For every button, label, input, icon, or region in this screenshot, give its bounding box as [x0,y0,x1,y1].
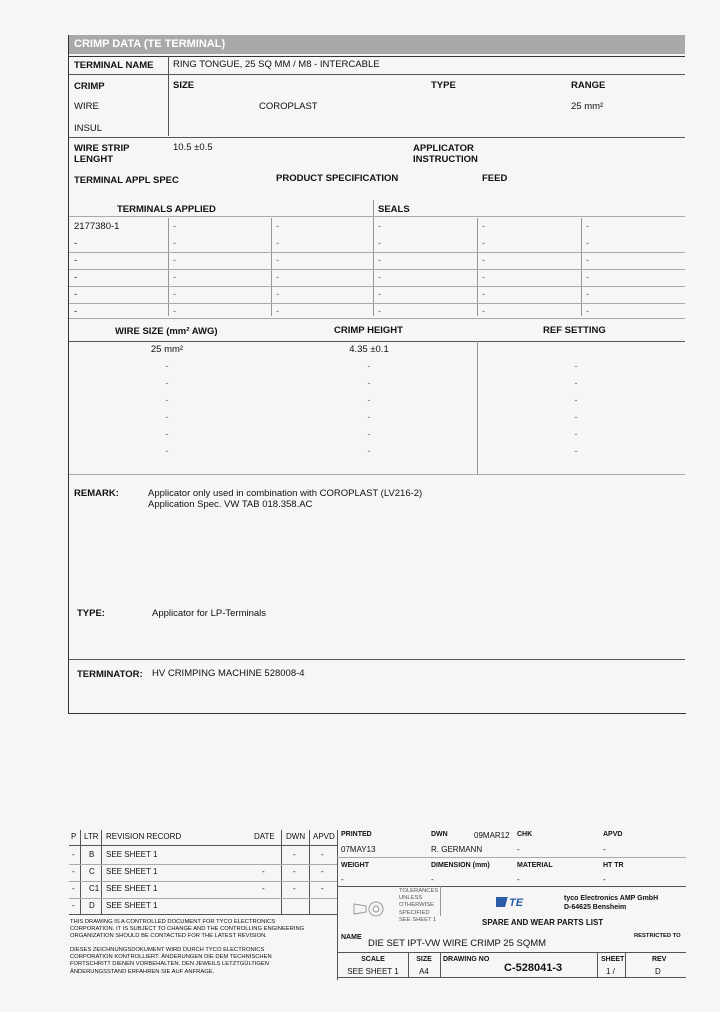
crimp-height-cell: - [367,429,371,440]
divider [101,830,102,914]
terminals-applied-cell: - [74,272,78,283]
company-name: tyco Electronics AMP GmbH [564,895,659,902]
logo-text: TE [509,897,524,908]
crimp-height-cell: - [574,395,578,406]
dwn-label: DWN [431,831,448,838]
product-spec-label: PRODUCT SPECIFICATION [276,173,399,184]
terminals-applied-cell: - [482,221,486,232]
notice-en-line: CORPORATION. IT IS SUBJECT TO CHANGE AND THE CONTROLLING ENGINEERING [70,926,305,933]
crimp-height-cell: - [165,361,169,372]
terminals-applied-cell: - [378,306,382,317]
remark-line-1: Applicator only used in combination with COROPLAST (LV216-2) [148,488,423,499]
crimp-height-cell: - [574,429,578,440]
terminals-applied-cell: - [276,238,280,249]
divider [69,137,685,138]
rev-col-p: P [71,832,77,841]
crimp-height-cell: - [367,446,371,457]
wire-strip-label: WIRE STRIP [74,143,130,154]
drawing-no-value: C-528041-3 [504,962,563,974]
rev-col-dwn: DWN [286,832,306,841]
crimp-height-cell: - [165,429,169,440]
divider [69,341,685,342]
ref-setting-header: REF SETTING [543,325,606,336]
crimp-height-cell: - [574,378,578,389]
rev-col-date: DATE [254,832,275,841]
rev-col-record: REVISION RECORD [106,832,182,841]
notice-en-line: THIS DRAWING IS A CONTROLLED DOCUMENT FOR TYCO ELECTRONICS [70,919,276,925]
wire-type-value: COROPLAST [259,101,318,112]
terminals-applied-cell: - [482,238,486,249]
terminals-applied-cell: - [586,289,590,300]
terminals-applied-cell: - [276,221,280,232]
feed-label: FEED [482,173,508,184]
crimp-type-header: TYPE [431,80,456,91]
wire-range-value: 25 mm² [571,101,604,112]
terminals-applied-cell: - [276,255,280,266]
revision-cell: - [262,867,265,876]
divider [477,218,478,316]
divider [373,200,374,316]
revision-cell: - [262,884,265,893]
revision-cell: - [72,867,75,876]
divider [581,218,582,316]
notice-de [70,947,272,976]
crimp-label: CRIMP [74,81,105,92]
wire-strip-label-2: LENGHT [74,154,114,165]
terminals-applied-cell: - [586,238,590,249]
revision-cell: - [321,850,324,859]
terminals-applied-cell: - [586,272,590,283]
scale-label: SCALE [361,956,385,963]
divider [309,830,310,914]
terminals-applied-cell: - [482,272,486,283]
terminal-name-value: RING TONGUE, 25 SQ MM / M8 - INTERCABLE [173,59,380,70]
revision-cell: - [293,850,296,859]
terminals-applied-cell: - [276,272,280,283]
applicator-label: APPLICATOR [413,143,474,154]
tolerance-line: UNLESS [399,895,423,902]
divider [69,303,685,304]
divider [69,898,337,899]
crimp-height-cell: - [165,446,169,457]
notice-de-line: DIESES ZEICHNUNGSDOKUMENT WIRD DURCH TYCO ELECTRONICS [70,947,265,953]
restricted-label: RESTRICTED TO [634,933,681,939]
crimp-height-cell: - [367,395,371,406]
revision-cell: C1 [89,884,100,893]
terminator-label: TERMINATOR: [77,669,143,680]
revision-cell: SEE SHEET 1 [106,867,158,876]
revision-cell: - [72,884,75,893]
rev-col-ltr: LTR [84,832,99,841]
httr-value: - [603,875,606,884]
revision-cell: - [293,867,296,876]
remark-label: REMARK: [74,488,119,499]
revision-cell: SEE SHEET 1 [106,901,158,910]
revision-cell: - [72,901,75,910]
divider [69,474,685,475]
name-label: NAME [341,934,362,941]
company-address: D-64625 Bensheim [564,904,627,911]
wire-strip-value: 10.5 ±0.5 [173,142,213,153]
material-value: - [517,875,520,884]
crimp-height-cell: - [165,412,169,423]
scale-value: SEE SHEET 1 [347,967,399,976]
httr-label: HT TR [603,862,624,869]
tolerances-block [399,888,438,924]
divider [69,56,685,57]
dimension-label: DIMENSION (mm) [431,862,490,869]
terminals-applied-cell: - [378,272,382,283]
terminals-applied-cell: - [173,272,177,283]
divider [477,341,478,475]
terminals-applied-cell: - [586,221,590,232]
tolerance-line: TOLERANCES [399,888,439,894]
terminals-applied-cell: - [586,306,590,317]
terminals-applied-cell: - [74,289,78,300]
wire-size-header: WIRE SIZE (mm² AWG) [115,326,218,337]
notice-de-line: FORTSCHRITT DIENEN VORBEHALTEN. DEN JEWEILS LETZTGÜLTIGEN [70,961,269,968]
remark-line-2: Application Spec. VW TAB 018.358.AC [148,499,313,510]
terminals-applied-cell: - [173,221,177,232]
divider [69,318,685,319]
crimp-height-cell: 4.35 ±0.1 [349,344,389,355]
terminals-applied-cell: - [173,255,177,266]
type-label: TYPE: [77,608,105,619]
material-label: MATERIAL [517,862,553,869]
terminals-applied-cell: - [74,255,78,266]
terminals-applied-cell: 2177380-1 [74,221,120,232]
tolerance-line: SPECIFIED [399,909,430,916]
terminals-applied-cell: - [378,255,382,266]
projection-symbol-icon [352,900,386,923]
frame-left [68,35,69,714]
terminals-applied-cell: - [378,238,382,249]
terminal-name-label: TERMINAL NAME [74,60,154,71]
revision-cell: B [89,850,95,859]
crimp-height-cell: - [165,378,169,389]
notice-de-line: ÄNDERUNGSSTAND ERFAHREN SIE AUF ANFRAGE. [70,968,215,975]
divider [625,952,626,978]
divider [337,886,686,887]
terminals-applied-cell: - [378,221,382,232]
tolerance-line: SEE SHEET 1 [399,916,437,923]
crimp-height-cell: 25 mm² [150,344,184,355]
notice-en-line: ORGANIZATION SHOULD BE CONTACTED FOR THE LATEST REVISION. [70,933,267,940]
weight-value: - [341,875,344,884]
revision-cell: - [72,850,75,859]
terminals-applied-cell: - [74,238,78,249]
size-label: SIZE [416,956,432,963]
terminals-applied-cell: - [482,306,486,317]
terminals-applied-cell: - [173,238,177,249]
crimp-height-cell: - [574,361,578,372]
terminals-applied-cell: - [173,289,177,300]
divider [69,914,337,915]
terminals-applied-cell: - [74,306,78,317]
divider [69,845,337,846]
dwn-date: 09MAR12 [474,831,510,840]
rev-col-apvd: APVD [313,832,335,841]
crimp-height-cell: - [165,395,169,406]
revision-cell: - [321,867,324,876]
terminals-applied-header: TERMINALS APPLIED [117,204,216,215]
crimp-height-header: CRIMP HEIGHT [334,325,403,336]
instruction-label: INSTRUCTION [413,154,478,165]
terminals-applied-cell: - [586,255,590,266]
sheet-value: 1 / [606,967,615,976]
divider [271,218,272,316]
insul-label: INSUL [74,123,102,134]
seals-header: SEALS [378,204,410,215]
divider [69,286,685,287]
divider [69,74,685,75]
dwn-value: R. GERMANN [431,845,483,854]
terminals-applied-cell: - [482,255,486,266]
revision-cell: D [89,901,95,910]
terminator-value: HV CRIMPING MACHINE 528008-4 [152,668,305,679]
divider [69,269,685,270]
apvd-label: APVD [603,831,623,838]
crimp-range-header: RANGE [571,80,606,91]
divider [69,252,685,253]
divider [440,886,441,916]
divider [69,659,685,660]
revision-cell: C [89,867,95,876]
notice-de-line: CORPORATION KONTROLLIERT. ÄNDERUNGEN DIE DEM TECHNISCHEN [70,954,272,961]
printed-label: PRINTED [341,831,372,838]
revision-cell: SEE SHEET 1 [106,850,158,859]
divider [337,952,686,953]
notice-en [70,919,304,941]
terminals-applied-cell: - [173,306,177,317]
crimp-height-cell: - [367,378,371,389]
weight-label: WEIGHT [341,862,369,869]
divider [168,218,169,316]
drawing-name: DIE SET IPT-VW WIRE CRIMP 25 SQMM [368,938,547,949]
chk-value: - [517,845,520,854]
rev-value: D [655,967,661,976]
terminals-applied-cell: - [378,289,382,300]
revision-cell: - [321,884,324,893]
rev-label: REV [652,956,667,963]
crimp-height-cell: - [574,446,578,457]
section-title: CRIMP DATA (TE TERMINAL) [74,38,226,50]
list-title: SPARE AND WEAR PARTS LIST [482,918,604,927]
divider [597,952,598,978]
revision-cell: - [293,884,296,893]
divider [281,830,282,914]
divider [337,857,686,858]
wire-label: WIRE [74,101,99,112]
divider [168,56,169,136]
divider [440,952,441,978]
type-value: Applicator for LP-Terminals [152,608,267,619]
crimp-size-header: SIZE [173,80,195,91]
divider [69,216,685,217]
crimp-height-cell: - [367,361,371,372]
crimp-height-cell: - [367,412,371,423]
crimp-height-cell: - [574,412,578,423]
terminals-applied-cell: - [276,306,280,317]
frame-bottom [68,713,686,714]
divider [337,977,686,978]
printed-value: 07MAY13 [341,845,376,854]
terminal-appl-spec-label: TERMINAL APPL SPEC [74,175,179,186]
divider [80,830,81,914]
te-logo-icon [496,895,532,907]
divider [69,881,337,882]
chk-label: CHK [517,831,533,838]
drawing-no-label: DRAWING NO [443,956,490,963]
apvd-value: - [603,845,606,854]
tolerance-line: OTHERWISE [399,902,434,909]
size-value: A4 [419,967,429,976]
sheet-label: SHEET [601,956,625,963]
divider [69,864,337,865]
revision-cell: SEE SHEET 1 [106,884,158,893]
terminals-applied-cell: - [276,289,280,300]
terminals-applied-cell: - [482,289,486,300]
section-header [69,35,685,54]
dimension-value: - [431,875,434,884]
